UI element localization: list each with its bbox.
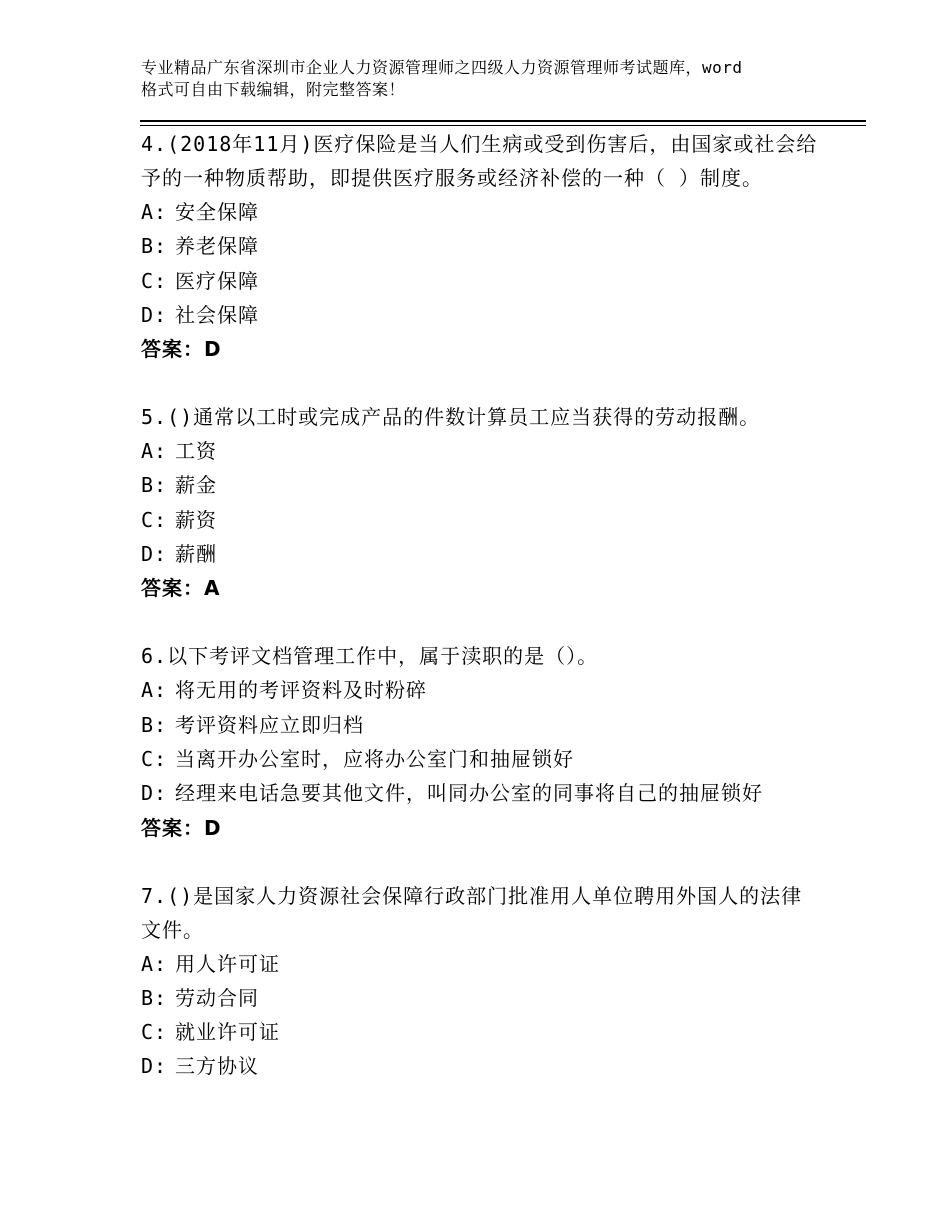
option-text: 就业许可证 <box>175 1020 280 1045</box>
header-divider-thin <box>140 125 866 126</box>
option-a <box>141 195 821 229</box>
header-line-1: 专业精品广东省深圳市企业人力资源管理师之四级人力资源管理师考试题库，word <box>141 58 743 77</box>
option-c <box>141 742 821 776</box>
option-c <box>141 503 821 537</box>
question-6 <box>141 639 821 844</box>
option-text: 医疗保障 <box>175 268 259 293</box>
answer-line: 答案：A <box>141 576 221 601</box>
question-stem: 5.()通常以工时或完成产品的件数计算员工应当获得的劳动报酬。 <box>141 405 761 430</box>
document-header <box>141 57 841 101</box>
option-letter: C: <box>141 746 168 771</box>
option-d <box>141 298 821 332</box>
option-text: 社会保障 <box>175 302 259 327</box>
option-letter: B: <box>141 473 168 498</box>
option-b <box>141 981 821 1015</box>
option-letter: D: <box>141 302 168 327</box>
question-5 <box>141 400 821 605</box>
question-stem: 4.(2018年11月)医疗保险是当人们生病或受到伤害后，由国家或社会给予的一种物质帮助，即提供医疗服务或经济补偿的一种（ ）制度。 <box>141 132 818 190</box>
option-text: 经理来电话急要其他文件，叫同办公室的同事将自己的抽屉锁好 <box>175 781 763 806</box>
option-d <box>141 776 821 810</box>
option-b <box>141 708 821 742</box>
option-letter: A: <box>141 200 168 224</box>
option-letter: A: <box>141 439 168 464</box>
header-line-2: 格式可自由下载编辑，附完整答案！ <box>141 80 406 99</box>
option-d <box>141 537 821 571</box>
question-stem: 7.()是国家人力资源社会保障行政部门批准用人单位聘用外国人的法律文件。 <box>141 883 803 942</box>
option-letter: D: <box>141 542 168 567</box>
option-b <box>141 229 821 263</box>
option-text: 工资 <box>175 439 217 464</box>
option-a <box>141 947 821 981</box>
option-b <box>141 468 821 502</box>
option-a <box>141 673 821 707</box>
option-letter: C: <box>141 1020 168 1045</box>
option-letter: B: <box>141 234 168 259</box>
option-c <box>141 1015 821 1049</box>
option-text: 考评资料应立即归档 <box>175 712 364 737</box>
option-letter: B: <box>141 712 168 737</box>
option-d <box>141 1049 821 1083</box>
option-letter: D: <box>141 781 168 806</box>
option-letter: A: <box>141 678 168 703</box>
question-stem: 6.以下考评文档管理工作中，属于渎职的是（）。 <box>141 644 599 669</box>
option-text: 薪酬 <box>175 542 217 567</box>
option-text: 安全保障 <box>175 200 259 224</box>
option-text: 三方协议 <box>175 1054 259 1079</box>
header-divider-thick <box>140 120 866 122</box>
option-letter: C: <box>141 507 168 532</box>
option-letter: C: <box>141 268 168 293</box>
option-letter: D: <box>141 1054 168 1079</box>
option-text: 用人许可证 <box>175 951 280 976</box>
question-7 <box>141 879 821 1084</box>
option-letter: B: <box>141 985 168 1010</box>
option-text: 养老保障 <box>175 234 259 259</box>
option-text: 劳动合同 <box>175 985 259 1010</box>
option-text: 将无用的考评资料及时粉碎 <box>175 678 427 703</box>
option-text: 薪金 <box>175 473 217 498</box>
question-4 <box>141 127 821 366</box>
option-letter: A: <box>141 951 168 976</box>
question-list <box>141 127 821 1118</box>
answer-line: 答案：D <box>141 815 222 840</box>
option-a <box>141 434 821 468</box>
answer-line: 答案：D <box>141 337 222 362</box>
option-text: 薪资 <box>175 507 217 532</box>
option-text: 当离开办公室时，应将办公室门和抽屉锁好 <box>175 746 574 771</box>
option-c <box>141 264 821 298</box>
